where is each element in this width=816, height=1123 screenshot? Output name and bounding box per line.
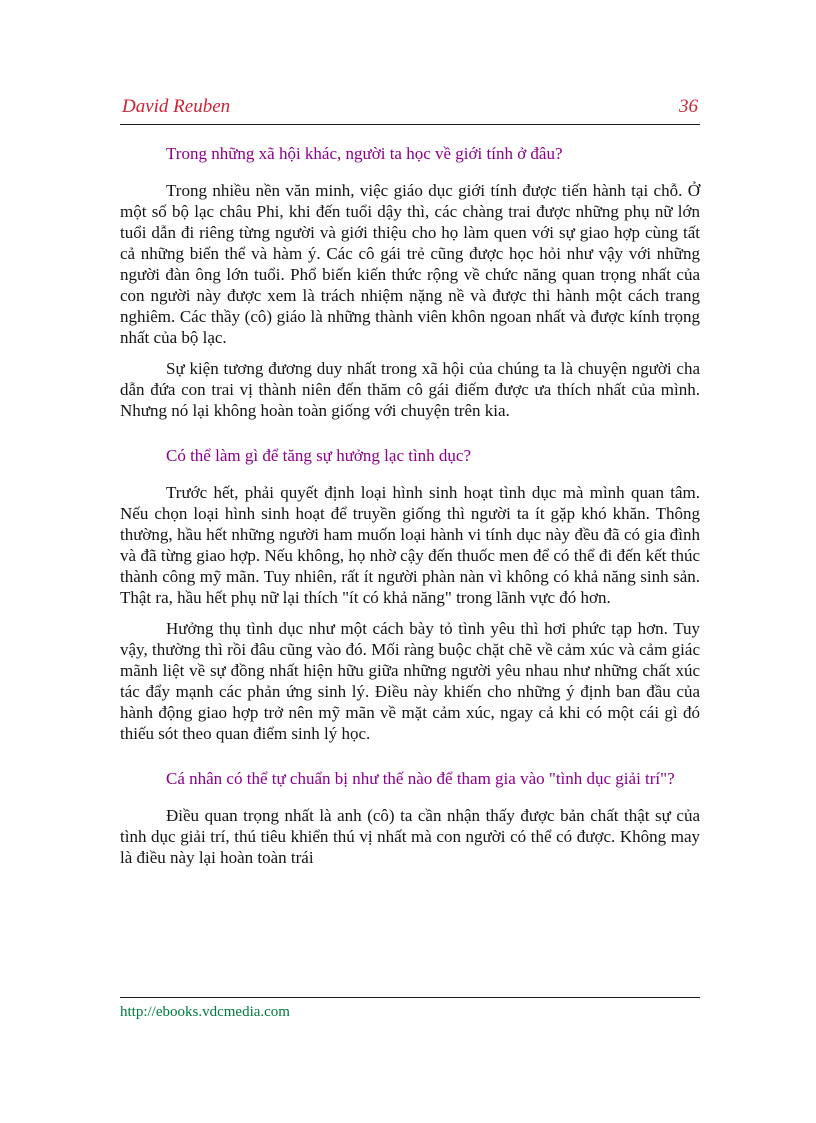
content-column	[120, 96, 700, 878]
paragraph-1: Trong nhiều nền văn minh, việc giáo dục giới tính được tiến hành tại chỗ. Ở một số bộ lạc châu Phi, khi đến tuổi dậy thì, các chàng trai được những phụ nữ lớn tuổi dẫn đi riêng từng người và giới thiệu cho họ làm quen với sự giao hợp cùng tất cả những biến thể và hàm ý. Các cô gái trẻ cũng được học hỏi như vậy với những người đàn ông lớn tuổi. Phổ biến kiến thức rộng về chức năng quan trọng nhất của con người này được xem là trách nhiệm nặng nề và được thi hành một cách trang nghiêm. Các thầy (cô) giáo là những thành viên khôn ngoan nhất và được kính trọng nhất của bộ lạc.	[120, 181, 700, 347]
document-body	[120, 143, 700, 868]
footer-url-link[interactable]: http://ebooks.vdcmedia.com	[120, 1004, 290, 1020]
paragraph-5: Điều quan trọng nhất là anh (cô) ta cần nhận thấy được bản chất thật sự của tình dục giải trí, thú tiêu khiển thú vị nhất mà con người có thể có được. Không may là điều này lại hoàn toàn trái	[120, 806, 700, 867]
footer-rule	[120, 997, 700, 998]
paragraph-4: Hưởng thụ tình dục như một cách bày tỏ tình yêu thì hơi phức tạp hơn. Tuy vậy, thường thì rồi đâu cũng vào đó. Mối ràng buộc chặt chẽ về cảm xúc và cảm giác mãnh liệt về sự đồng nhất hiện hữu giữa những người yêu nhau như những chất xúc tác đẩy mạnh các phản ứng sinh lý. Điều này khiến cho những ý định ban đầu của hành động giao hợp trở nên mỹ mãn về mặt cảm xúc, ngay cả khi có một cái gì đó thiếu sót theo quan điểm sinh lý học.	[120, 619, 700, 743]
section-heading-1: Trong những xã hội khác, người ta học về giới tính ở đâu?	[166, 144, 563, 163]
page-header	[120, 96, 700, 122]
page-footer	[120, 997, 700, 1021]
section-heading-3: Cá nhân có thể tự chuẩn bị như thế nào để tham gia vào "tình dục giải trí"?	[166, 769, 675, 788]
paragraph-3: Trước hết, phải quyết định loại hình sinh hoạt tình dục mà mình quan tâm. Nếu chọn loại hình sinh hoạt để truyền giống thì người ta ít gặp khó khăn. Thông thường, hầu hết những người ham muốn loại hành vi tính dục này đều đã có gia đình và đã từng giao hợp. Nếu không, họ nhờ cậy đến thuốc men để có thể đi đến kết thúc thành công mỹ mãn. Tuy nhiên, rất ít người phàn nàn vì không có khả năng sinh sản. Thật ra, hầu hết phụ nữ lại thích "ít có khả năng" trong lãnh vực đó hơn.	[120, 483, 700, 607]
header-page-number: 36	[679, 96, 698, 117]
paragraph-2: Sự kiện tương đương duy nhất trong xã hội của chúng ta là chuyện người cha dẫn đứa con trai vị thành niên đến thăm cô gái điếm được ưa thích nhất của mình. Nhưng nó lại không hoàn toàn giống với chuyện trên kia.	[120, 359, 700, 420]
section-heading-2: Có thể làm gì để tăng sự hưởng lạc tình dục?	[166, 446, 472, 465]
header-rule	[120, 124, 700, 125]
header-author: David Reuben	[122, 96, 231, 117]
